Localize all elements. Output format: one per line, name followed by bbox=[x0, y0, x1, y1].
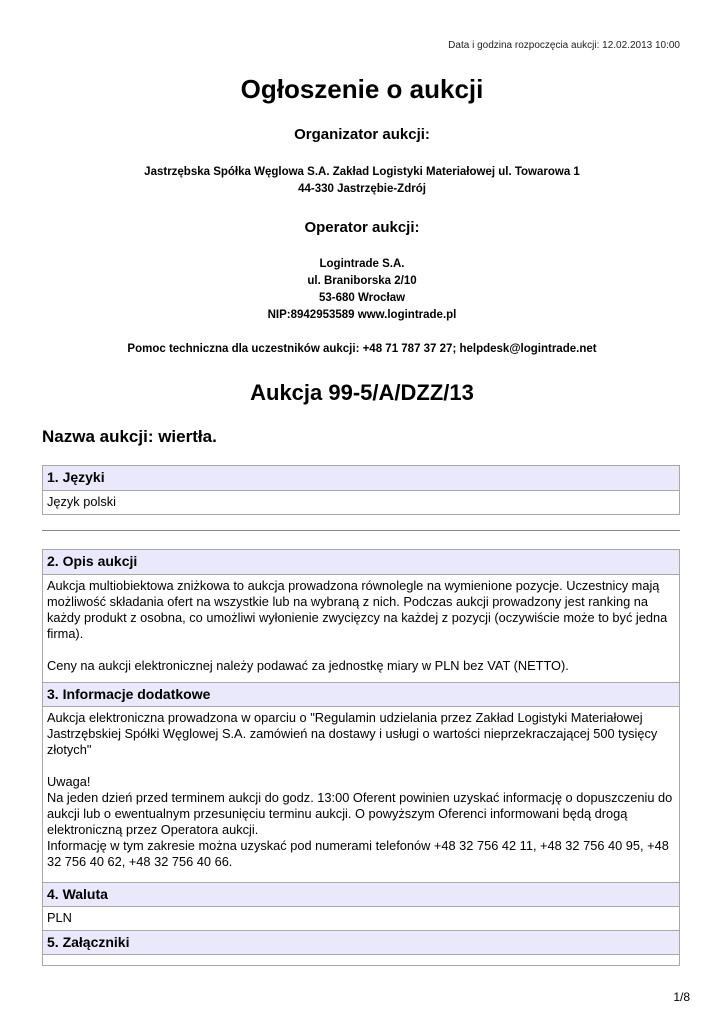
section-description-body bbox=[43, 575, 679, 678]
section-currency-heading: 4. Waluta bbox=[43, 882, 679, 907]
additional-phones: Informację w tym zakresie można uzyskać pod numerami telefonów +48 32 756 42 11, +48 32 756 40 95, +48 32 756 40 62, +48 32 756 40 66. bbox=[47, 838, 669, 869]
section-attachments-body bbox=[43, 955, 679, 965]
organizer-line-2: 44-330 Jastrzębie-Zdrój bbox=[298, 183, 426, 195]
section-additional-body bbox=[43, 707, 679, 874]
organizer-address bbox=[0, 164, 724, 198]
page-title: Ogłoszenie o aukcji bbox=[240, 74, 484, 104]
additional-warning: Uwaga! bbox=[47, 774, 91, 789]
description-paragraph-1: Aukcja multiobiektowa zniżkowa to aukcja prowadzona równolegle na wymienione pozycje. Uczestnicy mają możliwość składania ofert na wszystkie lub na wybraną z nich. Podczas aukcji prowadzony jest ranking na każdy produkt z osobna, co umożliwi wyłonienie zwycięzcy na każdej z pozycji (oczywiście może to być jedna firma). bbox=[47, 578, 668, 641]
section-description-heading: 2. Opis aukcji bbox=[43, 550, 679, 575]
organizer-heading: Organizator aukcji: bbox=[294, 126, 430, 143]
auction-name: Nazwa aukcji: wiertła. bbox=[42, 427, 217, 446]
section-currency-body: PLN bbox=[47, 910, 72, 925]
additional-paragraph-1: Aukcja elektroniczna prowadzona w oparciu o "Regulamin udzielania przez Zakład Logistyki Materiałowej Jastrzębskiej Spółki Węglowej S.A. zamówień na dostawy i usługi o wartości nieprzekraczającej 500 tysięcy złotych" bbox=[47, 710, 658, 757]
operator-line-4: NIP:8942953589 www.logintrade.pl bbox=[267, 309, 457, 321]
operator-line-3: 53-680 Wrocław bbox=[318, 292, 406, 304]
auction-start-date: Data i godzina rozpoczęcia aukcji: 12.02.2013 10:00 bbox=[448, 40, 680, 51]
organizer-line-1: Jastrzębska Spółka Węglowa S.A. Zakład Logistyki Materiałowej ul. Towarowa 1 bbox=[144, 166, 580, 178]
section-additional-heading: 3. Informacje dodatkowe bbox=[43, 682, 679, 707]
section-languages-body: Język polski bbox=[47, 494, 116, 509]
operator-line-2: ul. Braniborska 2/10 bbox=[307, 275, 417, 287]
additional-warning-text: Na jeden dzień przed terminem aukcji do godz. 13:00 Oferent powinien uzyskać informację o dopuszczeniu do aukcji lub o ewentualnym przesunięciu terminu aukcji. O powyższym Oferenci informowani będą drogą elektroniczną przez Operatora aukcji. bbox=[47, 790, 673, 837]
section-attachments-heading: 5. Załączniki bbox=[43, 930, 679, 955]
section-languages-heading: 1. Języki bbox=[43, 466, 679, 491]
support-line: Pomoc techniczna dla uczestników aukcji: +48 71 787 37 27; helpdesk@logintrade.net bbox=[127, 343, 597, 355]
description-paragraph-2: Ceny na aukcji elektronicznej należy podawać za jednostkę miary w PLN bez VAT (NETTO). bbox=[47, 658, 569, 673]
operator-line-1: Logintrade S.A. bbox=[319, 258, 405, 270]
section-languages bbox=[42, 465, 680, 515]
section-description bbox=[42, 549, 680, 966]
operator-heading: Operator aukcji: bbox=[304, 219, 420, 236]
additional-paragraph-2 bbox=[47, 774, 675, 870]
page-number: 1/8 bbox=[673, 990, 690, 1004]
operator-address bbox=[0, 256, 724, 324]
divider bbox=[42, 530, 680, 531]
support-info bbox=[0, 341, 724, 358]
auction-title: Aukcja 99-5/A/DZZ/13 bbox=[250, 380, 474, 405]
